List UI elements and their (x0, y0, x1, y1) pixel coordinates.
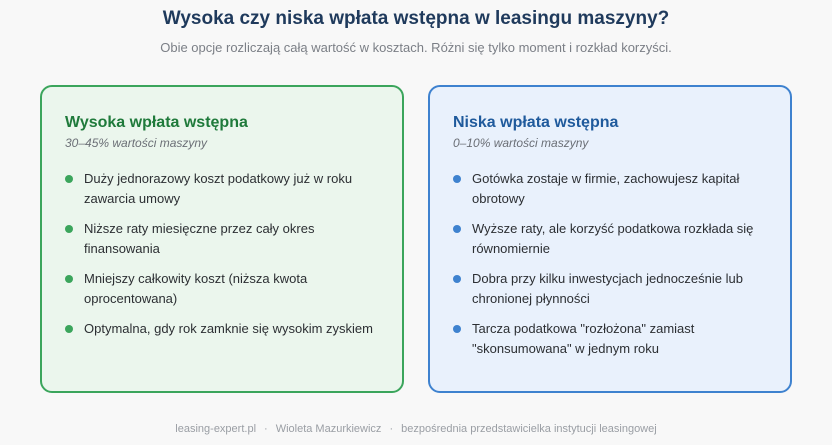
list-item (65, 219, 380, 259)
footer-author: Wioleta Mazurkiewicz (275, 423, 382, 435)
list-item (453, 219, 768, 259)
list-item-text: Optymalna, gdy rok zamknie się wysokim zyskiem (84, 321, 373, 336)
list-item (453, 269, 768, 309)
card-subtitle: 30–45% wartości maszyny (65, 136, 208, 150)
list-item-text: Wyższe raty, ale korzyść podatkowa rozkłada się równomiernie (472, 221, 754, 256)
low-down-payment-card (428, 85, 792, 393)
list-item (65, 319, 380, 339)
footer (0, 423, 832, 435)
footer-separator: · (389, 423, 394, 435)
list-item-text: Tarcza podatkowa "rozłożona" zamiast "skonsumowana" w jednym roku (472, 321, 695, 356)
card-subtitle: 0–10% wartości maszyny (453, 136, 589, 150)
bullet-dot-icon (453, 275, 461, 283)
list-item-text: Gotówka zostaje w firmie, zachowujesz kapitał obrotowy (472, 171, 740, 206)
card-title: Niska wpłata wstępna (453, 114, 619, 131)
list-item-text: Duży jednorazowy koszt podatkowy już w roku zawarcia umowy (84, 171, 353, 206)
list-item-text: Mniejszy całkowity koszt (niższa kwota oprocentowana) (84, 271, 308, 306)
bullet-dot-icon (65, 275, 73, 283)
bullet-dot-icon (453, 325, 461, 333)
list-item (453, 319, 768, 359)
bullet-dot-icon (65, 225, 73, 233)
bullet-dot-icon (453, 175, 461, 183)
bullet-dot-icon (65, 175, 73, 183)
list-item-text: Niższe raty miesięczne przez cały okres finansowania (84, 221, 315, 256)
bullet-dot-icon (453, 225, 461, 233)
footer-separator: · (264, 423, 268, 435)
list-item-text: Dobra przy kilku inwestycjach jednocześnie lub chronionej płynności (472, 271, 743, 306)
high-down-payment-card (40, 85, 404, 393)
footer-role: bezpośrednia przedstawicielka instytucji leasingowej (401, 423, 657, 435)
footer-site: leasing-expert.pl (175, 423, 257, 435)
card-title: Wysoka wpłata wstępna (65, 114, 248, 131)
list-item (65, 169, 380, 209)
page-subtitle: Obie opcje rozliczają całą wartość w kosztach. Różni się tylko moment i rozkład korzyści. (160, 40, 672, 55)
list-item (65, 269, 380, 309)
page-title: Wysoka czy niska wpłata wstępna w leasingu maszyny? (162, 8, 670, 29)
bullet-list (65, 169, 380, 339)
list-item (453, 169, 768, 209)
bullet-list (453, 169, 768, 359)
bullet-dot-icon (65, 325, 73, 333)
